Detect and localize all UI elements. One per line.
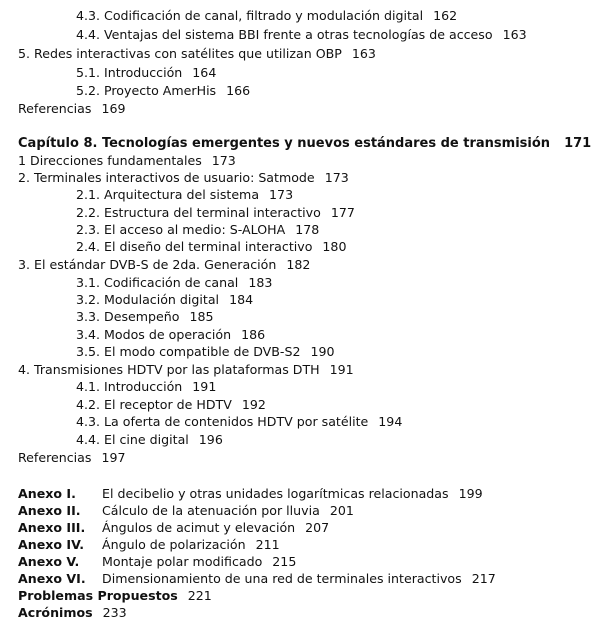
toc-entry: 5. Redes interactivas con satélites que utilizan OBP 163 [18, 46, 376, 61]
annex-entry: Anexo VI. Dimensionamiento de una red de terminales interactivos 217 [18, 571, 496, 586]
toc-entry: 4.4. Ventajas del sistema BBI frente a otras tecnologías de acceso 163 [76, 27, 527, 42]
toc-entry: 4.1. Introducción 191 [76, 379, 217, 394]
chapter-heading [18, 135, 591, 152]
toc-entry: Referencias 197 [18, 450, 126, 465]
toc-entry: 3.2. Modulación digital 184 [76, 292, 254, 307]
toc-entry: 2.1. Arquitectura del sistema 173 [76, 187, 294, 202]
toc-entry: Referencias 169 [18, 101, 126, 116]
toc-entry: 3. El estándar DVB-S de 2da. Generación 182 [18, 257, 311, 272]
toc-entry: 3.4. Modos de operación 186 [76, 327, 266, 342]
toc-entry: 4. Transmisiones HDTV por las plataformas DTH 191 [18, 362, 354, 377]
toc-entry: 2. Terminales interactivos de usuario: Satmode 173 [18, 170, 349, 185]
annex-entry: Anexo IV. Ángulo de polarización 211 [18, 537, 280, 552]
annex-entry: Anexo I. El decibelio y otras unidades logarítmicas relacionadas 199 [18, 486, 483, 501]
chapter-title: Capítulo 8. Tecnologías emergentes y nuevos estándares de transmisión [18, 136, 551, 151]
chapter-page: 171 [564, 136, 592, 151]
annex-entry: Anexo V. Montaje polar modificado 215 [18, 554, 297, 569]
toc-entry: 3.3. Desempeño 185 [76, 309, 214, 324]
acronyms-entry: Acrónimos 233 [18, 605, 127, 620]
toc-entry: 3.5. El modo compatible de DVB-S2 190 [76, 344, 335, 359]
toc-entry: 5.1. Introducción 164 [76, 65, 217, 80]
toc-entry: 4.4. El cine digital 196 [76, 432, 223, 447]
toc-entry: 2.4. El diseño del terminal interactivo 180 [76, 239, 347, 254]
toc-entry: 2.3. El acceso al medio: S-ALOHA 178 [76, 222, 320, 237]
toc-entry: 2.2. Estructura del terminal interactivo 177 [76, 205, 355, 220]
toc-entry: 4.3. Codificación de canal, filtrado y modulación digital 162 [76, 8, 458, 23]
annex-entry: Anexo III. Ángulos de acimut y elevación 207 [18, 520, 330, 535]
toc-entry: 1 Direcciones fundamentales 173 [18, 153, 236, 168]
annex-entry: Anexo II. Cálculo de la atenuación por lluvia 201 [18, 503, 354, 518]
problems-entry: Problemas Propuestos 221 [18, 588, 212, 603]
toc-entry: 3.1. Codificación de canal 183 [76, 275, 273, 290]
toc-entry: 4.2. El receptor de HDTV 192 [76, 397, 266, 412]
toc-entry: 5.2. Proyecto AmerHis 166 [76, 83, 251, 98]
toc-entry: 4.3. La oferta de contenidos HDTV por satélite 194 [76, 414, 403, 429]
